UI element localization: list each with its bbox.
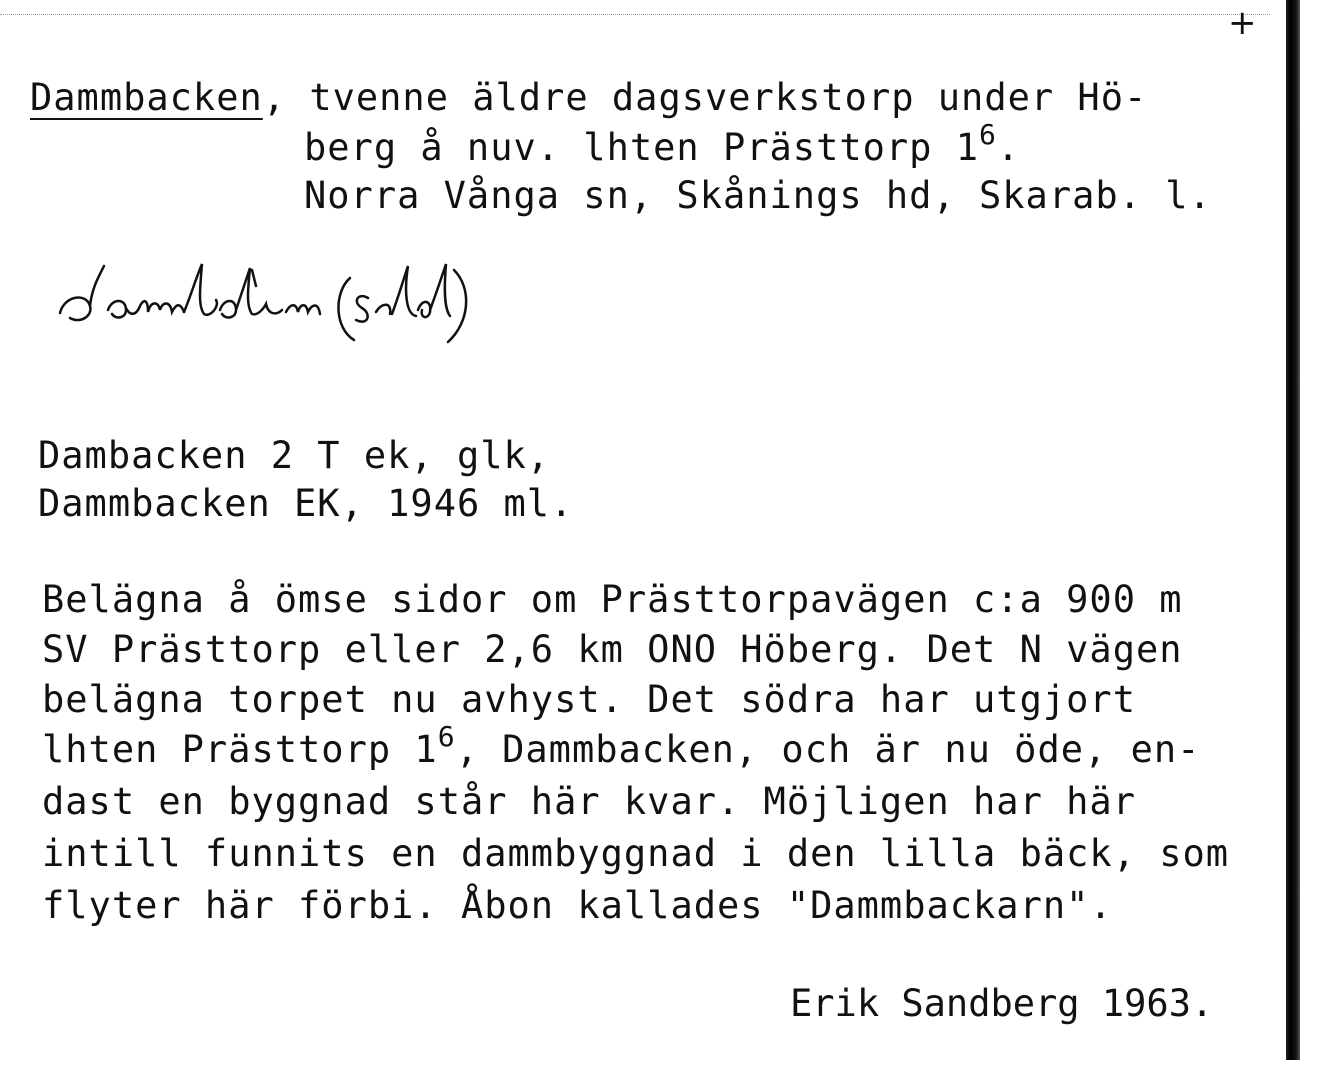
- header-line-1-rest: , tvenne äldre dagsverkstorp under Hö-: [262, 76, 1148, 119]
- body-line-4: [42, 720, 1201, 777]
- plus-mark: +: [1228, 3, 1257, 43]
- header-line-2: [304, 118, 1021, 175]
- signature: Erik Sandberg 1963.: [790, 982, 1214, 1025]
- body-line-4-end: , Dammbacken, och är nu öde, en-: [455, 728, 1201, 771]
- body-line-7: flyter här förbi. Åbon kallades "Dammbackarn".: [42, 884, 1113, 927]
- body-line-2: SV Prästtorp eller 2,6 km ONO Höberg. Det N vägen: [42, 628, 1183, 671]
- body-line-4-superscript: 6: [437, 720, 456, 753]
- record-line-1: Dambacken 2 T ek, glk,: [38, 434, 551, 477]
- card-right-edge: [1286, 0, 1300, 1060]
- body-line-6: intill funnits en dammbyggnad i den lilla bäck, som: [42, 832, 1230, 875]
- header-line-3: Norra Vånga sn, Skånings hd, Skarab. l.: [304, 174, 1212, 217]
- header-line-2-text: berg å nuv. lhten Prästtorp 1: [304, 126, 980, 169]
- body-line-3: belägna torpet nu avhyst. Det södra har utgjort: [42, 678, 1136, 721]
- header-line-2-superscript: 6: [979, 118, 997, 151]
- handwritten-note: [50, 258, 660, 348]
- record-line-2: Dammbacken EK, 1946 ml.: [38, 482, 574, 525]
- body-line-5: dast en byggnad står här kvar. Möjligen har här: [42, 780, 1136, 823]
- body-line-1: Belägna å ömse sidor om Prästtorpavägen c:a 900 m: [42, 578, 1183, 621]
- header-line-2-end: .: [996, 126, 1021, 169]
- header-line-1: [30, 74, 1147, 122]
- body-line-4-start: lhten Prästtorp 1: [42, 728, 438, 771]
- card-top-edge: [0, 14, 1270, 16]
- place-name: Dammbacken: [30, 76, 263, 119]
